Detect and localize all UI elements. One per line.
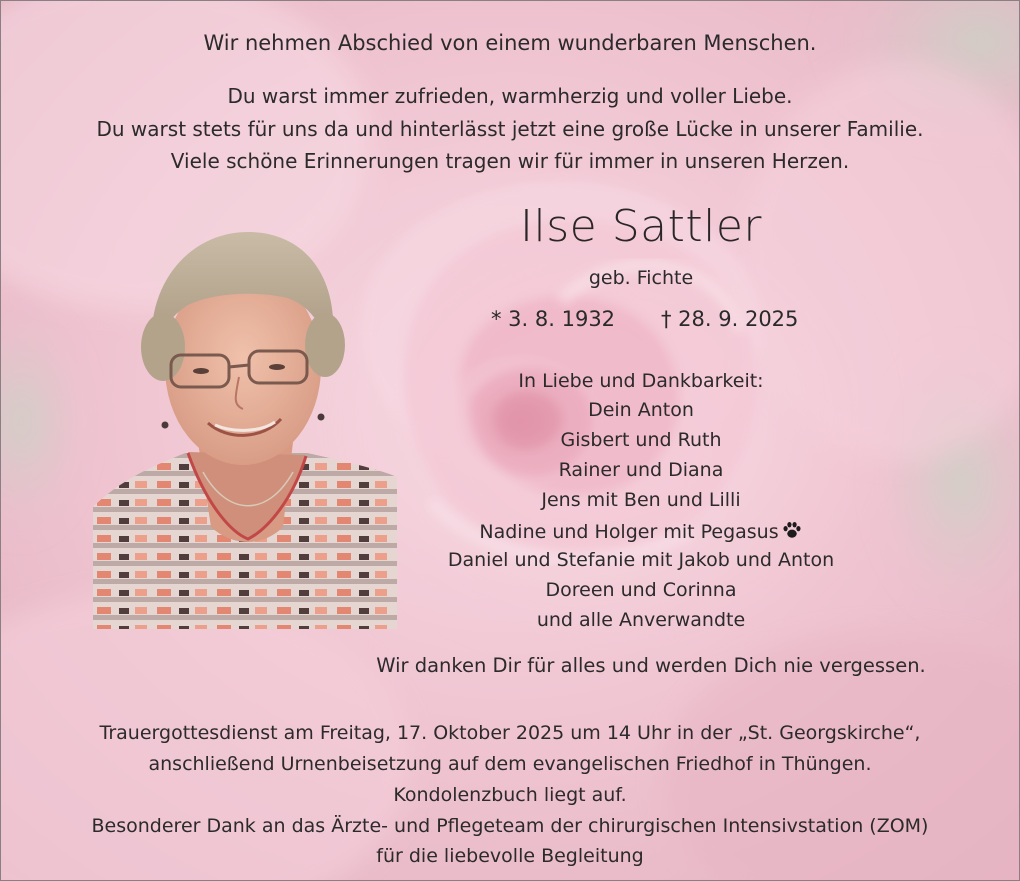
service-line-3: Kondolenzbuch liegt auf. (393, 784, 627, 806)
service-line-4: Besonderer Dank an das Ärzte- und Pflegeteam der chirurgischen Intensivstation (ZOM) (91, 815, 929, 837)
service-line-2: anschließend Urnenbeisetzung auf dem evangelischen Friedhof in Thüngen. (148, 753, 872, 775)
portrait-photo (93, 227, 397, 629)
family-member: und alle Anverwandte (536, 609, 746, 631)
family-heading: In Liebe und Dankbarkeit: (518, 370, 764, 392)
family-member: Gisbert und Ruth (560, 429, 722, 451)
family-member: Daniel und Stefanie mit Jakob und Anton (447, 549, 835, 571)
intro-line-4: Viele schöne Erinnerungen tragen wir für immer in unseren Herzen. (170, 149, 850, 173)
family-member-with-pet (441, 519, 841, 543)
deceased-name: Ilse Sattler (520, 201, 762, 252)
family-member: Jens mit Ben und Lilli (541, 489, 741, 511)
intro-line-3: Du warst stets für uns da und hinterlässt jetzt eine große Lücke in unserer Familie. (96, 117, 924, 141)
intro-line-1: Wir nehmen Abschied von einem wunderbaren Menschen. (203, 31, 817, 55)
family-member: Rainer und Diana (558, 459, 724, 481)
service-line-1: Trauergottesdienst am Freitag, 17. Oktober 2025 um 14 Uhr in der „St. Georgskirche“, (99, 722, 921, 744)
life-dates (441, 307, 841, 337)
family-member: Nadine und Holger mit Pegasus (479, 521, 779, 543)
family-member: Doreen und Corinna (545, 579, 737, 601)
intro-line-2: Du warst immer zufrieden, warmherzig und voller Liebe. (227, 84, 793, 108)
birth-date: * 3. 8. 1932 (491, 307, 616, 331)
paw-print-icon (781, 519, 803, 541)
death-date: † 28. 9. 2025 (661, 307, 799, 331)
service-line-5: für die liebevolle Begleitung (376, 845, 644, 867)
family-member: Dein Anton (588, 399, 694, 421)
maiden-name: geb. Fichte (588, 267, 694, 289)
thanks-line: Wir danken Dir für alles und werden Dich nie vergessen. (376, 654, 926, 677)
